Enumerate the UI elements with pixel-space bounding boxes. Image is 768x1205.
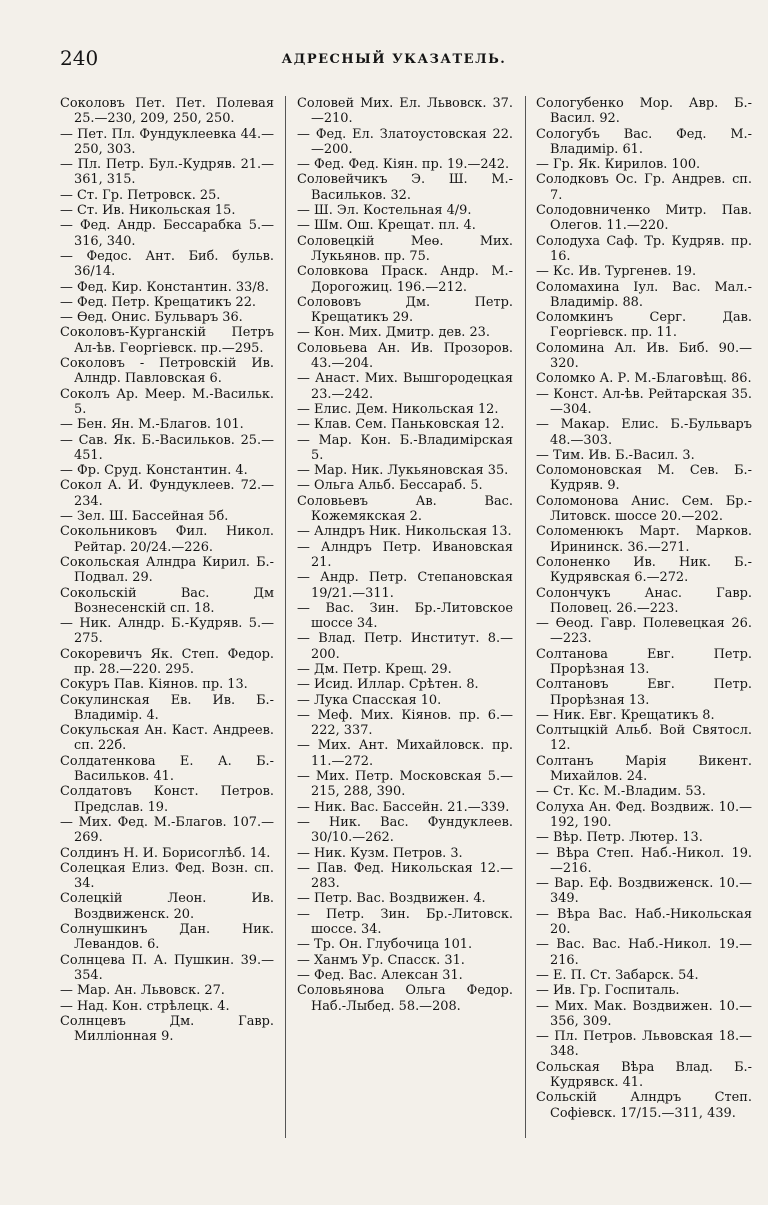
directory-entry: — Мар. Ан. Львовск. 27. (60, 983, 225, 999)
directory-entry: — Пл. Петр. Бул.-Кудряв. 21.—361, 315. (60, 157, 274, 188)
directory-entry: Солецкая Елиз. Фед. Возн. сп. 34. (60, 860, 274, 892)
directory-entry: — Анаст. Мих. Вышгородецкая 23.—242. (297, 371, 513, 402)
directory-entry: — Фед. Ел. Златоустовская 22.—200. (297, 126, 513, 157)
directory-entry: Солдинъ Н. И. Борисоглѣб. 14. (60, 845, 271, 861)
directory-entry: Соловьевъ Ав. Вас. Кожемякская 2. (297, 493, 513, 525)
directory-entry: Сокольская Алндра Кирил. Б.-Подвал. 29. (60, 554, 274, 586)
directory-entry: — Влад. Петр. Институт. 8.—200. (297, 631, 513, 662)
directory-entry: — Исид. Иллар. Срѣтен. 8. (297, 677, 479, 693)
directory-entry: Сольская Вѣра Влад. Б.-Кудрявск. 41. (536, 1059, 752, 1090)
directory-entry: — Лука Спасская 10. (297, 692, 442, 708)
directory-entry: — Вѣр. Петр. Лютер. 13. (536, 830, 703, 846)
directory-entry: — Ник. Вас. Фундуклеев. 30/10.—262. (297, 814, 513, 846)
column-2 (297, 96, 513, 1138)
directory-entry: Солнцева П. А. Пушкин. 39.—354. (60, 952, 274, 983)
directory-entry: — Бен. Ян. М.-Благов. 101. (60, 417, 244, 433)
directory-entry: Солодковъ Ос. Гр. Андрев. сп. 7. (536, 172, 752, 203)
directory-entry: Сокулинская Ев. Ив. Б.-Владимір. 4. (60, 692, 274, 723)
directory-entry: — Вас. Вас. Наб.-Никол. 19.—216. (536, 937, 752, 968)
directory-entry: — Гр. Як. Кирилов. 100. (536, 157, 701, 173)
directory-entry: Сокуръ Пав. Кіянов. пр. 13. (60, 677, 248, 693)
directory-entry: Солтанъ Марія Викент. Михайлов. 24. (536, 753, 752, 785)
directory-entry: Соловецкій Меө. Мих. Лукьянов. пр. 75. (297, 233, 513, 264)
directory-entry: — Ольга Альб. Бессараб. 5. (297, 478, 483, 494)
directory-entry: Сокол А. И. Фундуклеев. 72.—234. (60, 478, 274, 509)
page-number: 240 (60, 46, 99, 70)
directory-entry: — Мих. Фед. М.-Благов. 107.—269. (60, 814, 274, 846)
directory-entry: — Өед. Онис. Бульваръ 36. (60, 310, 243, 326)
directory-entry: — Зел. Ш. Бассейная 5б. (60, 509, 229, 525)
directory-entry: — Андр. Петр. Степановская 19/21.—311. (297, 570, 513, 601)
directory-entry: Соловейчикъ Э. Ш. М.-Васильков. 32. (297, 172, 513, 203)
directory-entry: Солтанова Евг. Петр. Прорѣзная 13. (536, 646, 752, 677)
directory-entry: — Мих. Мак. Воздвижен. 10.—356, 309. (536, 998, 752, 1029)
directory-entry: Соломонова Анис. Сем. Бр.-Литовск. шоссе 20.—202. (536, 493, 752, 525)
directory-entry: — Петр. Вас. Воздвижен. 4. (297, 891, 486, 907)
directory-entry: — Мих. Ант. Михайловск. пр. 11.—272. (297, 738, 513, 769)
directory-entry: Солнцевъ Дм. Гавр. Милліонная 9. (60, 1013, 274, 1045)
directory-entry: Солтыцкій Альб. Вой Святосл. 12. (536, 723, 752, 754)
directory-entry: — Меф. Мих. Кіянов. пр. 6.—222, 337. (297, 707, 513, 739)
directory-entry: — Ст. Ив. Никольская 15. (60, 203, 236, 219)
directory-entry: — Фед. Фед. Кіян. пр. 19.—242. (297, 157, 510, 173)
directory-entry: — Вѣра Степ. Наб.-Никол. 19.—216. (536, 845, 752, 876)
directory-entry: Соломоновская М. Сев. Б.-Кудряв. 9. (536, 463, 752, 494)
directory-entry: — Вар. Еф. Воздвиженск. 10.—349. (536, 876, 752, 907)
directory-entry: Соловкова Праск. Андр. М.-Дорогожиц. 196.—212. (297, 264, 513, 295)
directory-entry: — Мар. Ник. Лукьяновская 35. (297, 463, 509, 479)
directory-entry: — Өеод. Гавр. Полевецкая 26.—223. (536, 616, 752, 647)
column-3 (536, 96, 752, 1138)
directory-entry: — Тим. Ив. Б.-Васил. 3. (536, 447, 695, 463)
directory-entry: Соломина Ал. Ив. Биб. 90.—320. (536, 340, 752, 372)
directory-entry: Солодуха Саф. Тр. Кудряв. пр. 16. (536, 233, 752, 264)
directory-entry: — Фед. Кир. Константин. 33/8. (60, 279, 269, 295)
directory-entry: Сокульская Ан. Каст. Андреев. сп. 22б. (60, 723, 274, 754)
directory-entry: — Мар. Кон. Б.-Владимірская 5. (297, 432, 513, 463)
directory-entry: — Фед. Петр. Крещатикъ 22. (60, 294, 257, 310)
running-title: АДРЕСНЫЙ УКАЗАТЕЛЬ. (281, 52, 507, 67)
directory-entry: Солнушкинъ Дан. Ник. Левандов. 6. (60, 922, 274, 953)
directory-entry: — Ст. Гр. Петровск. 25. (60, 187, 221, 203)
directory-entry: Соломкинъ Серг. Дав. Георгіевск. пр. 11. (536, 310, 752, 341)
directory-entry: — Тр. Он. Глубочица 101. (297, 937, 473, 953)
directory-entry: — Вас. Зин. Бр.-Литовское шоссе 34. (297, 600, 513, 632)
directory-entry: — Ник. Евг. Крещатикъ 8. (536, 707, 715, 723)
directory-entry: Соломахина Іул. Вас. Мал.-Владимір. 88. (536, 279, 752, 310)
directory-entry: — Шм. Ош. Крещат. пл. 4. (297, 218, 476, 234)
directory-entry: Соломенюкъ Март. Марков. Ирининск. 36.—271. (536, 524, 752, 555)
directory-entry: Солоненко Ив. Ник. Б.-Кудрявская 6.—272. (536, 554, 752, 586)
directory-entry: — Макар. Елис. Б.-Бульваръ 48.—303. (536, 417, 752, 448)
directory-entry: — Ник. Алндр. Б.-Кудряв. 5.—275. (60, 616, 274, 647)
directory-entry: — Дм. Петр. Крещ. 29. (297, 661, 452, 677)
directory-entry: Сольскій Алндръ Степ. Софіевск. 17/15.—311, 439. (536, 1090, 752, 1121)
directory-entry: — Е. П. Ст. Забарск. 54. (536, 967, 699, 983)
directory-entry: Соловей Мих. Ел. Львовск. 37.—210. (297, 96, 513, 127)
directory-entry: — Вѣра Вас. Наб.-Никольская 20. (536, 906, 752, 938)
directory-entry: Соколовъ - Петровскій Ив. Алндр. Павловская 6. (60, 356, 274, 387)
directory-entry: — Федос. Ант. Биб. бульв. 36/14. (60, 248, 274, 280)
directory-entry: Солдатовъ Конст. Петров. Предслав. 19. (60, 784, 274, 815)
column-divider (525, 96, 526, 1138)
directory-entry: — Пет. Пл. Фундуклеевка 44.—250, 303. (60, 126, 274, 157)
column-1 (60, 96, 274, 1138)
directory-entry: Соломко А. Р. М.-Благовѣщ. 86. (536, 371, 752, 387)
directory-entry: — Ханмъ Ур. Спасск. 31. (297, 952, 465, 968)
directory-entry: Солодовниченко Митр. Пав. Олегов. 11.—220. (536, 203, 752, 234)
directory-entry: — Ст. Кс. М.-Владим. 53. (536, 784, 706, 800)
directory-entry: — Алндръ Ник. Никольская 13. (297, 524, 512, 540)
directory-entry: — Ник. Кузм. Петров. 3. (297, 845, 463, 861)
directory-entry: — Алндръ Петр. Ивановская 21. (297, 539, 513, 570)
directory-entry: — Мих. Петр. Московская 5.—215, 288, 390. (297, 769, 513, 800)
directory-entry: Соколовъ-Курганскій Петръ Ал-ѣв. Георгіевск. пр.—295. (60, 325, 274, 356)
directory-entry: Соловьянова Ольга Федор. Наб.-Лыбед. 58.—208. (297, 983, 513, 1014)
directory-entry: — Фед. Андр. Бессарабка 5.—316, 340. (60, 218, 274, 249)
directory-entry: — Конст. Ал-ѣв. Рейтарская 35.—304. (536, 386, 752, 417)
directory-entry: — Кс. Ив. Тургенев. 19. (536, 264, 697, 280)
directory-entry: — Ник. Вас. Бассейн. 21.—339. (297, 799, 510, 815)
directory-entry: Сокольскій Вас. Дм Вознесенскій сп. 18. (60, 585, 274, 616)
directory-entry: — Фр. Сруд. Константин. 4. (60, 463, 248, 479)
directory-entry: Соловьева Ан. Ив. Прозоров. 43.—204. (297, 340, 513, 372)
directory-entry: Солдатенкова Е. А. Б.-Васильков. 41. (60, 753, 274, 785)
directory-entry: — Петр. Зин. Бр.-Литовск. шоссе. 34. (297, 906, 513, 938)
directory-entry: — Фед. Вас. Алексан 31. (297, 967, 463, 983)
address-columns (60, 96, 752, 1138)
directory-entry: — Елис. Дем. Никольская 12. (297, 401, 499, 417)
page-header (60, 46, 728, 70)
directory-entry: Сокольниковъ Фил. Никол. Рейтар. 20/24.—226. (60, 524, 274, 555)
directory-entry: Солововъ Дм. Петр. Крещатикъ 29. (297, 294, 513, 326)
directory-entry: — Сав. Як. Б.-Васильков. 25.—451. (60, 432, 274, 463)
directory-entry: — Пл. Петров. Львовская 18.—348. (536, 1029, 752, 1060)
directory-entry: Соколовъ Пет. Пет. Полевая 25.—230, 209, 250, 250. (60, 96, 274, 127)
directory-entry: Сологубъ Вас. Фед. М.-Владимір. 61. (536, 126, 752, 157)
directory-entry: Солончукъ Анас. Гавр. Половец. 26.—223. (536, 585, 752, 616)
directory-entry: Солтановъ Евг. Петр. Прорѣзная 13. (536, 677, 752, 708)
directory-entry: — Пав. Фед. Никольская 12.—283. (297, 860, 513, 892)
directory-entry: Солуха Ан. Фед. Воздвиж. 10.—192, 190. (536, 799, 752, 830)
directory-entry: — Клав. Сем. Паньковская 12. (297, 417, 505, 433)
directory-entry: — Кон. Мих. Дмитр. дев. 23. (297, 325, 490, 341)
directory-entry: Соколъ Ар. Меер. М.-Васильк. 5. (60, 386, 274, 417)
column-divider (285, 96, 286, 1138)
directory-entry: Сокоревичъ Як. Степ. Федор. пр. 28.—220. 295. (60, 646, 274, 677)
directory-entry: — Ш. Эл. Костельная 4/9. (297, 203, 472, 219)
directory-entry: — Над. Кон. стрѣлецк. 4. (60, 998, 230, 1014)
directory-entry: Солецкій Леон. Ив. Воздвиженск. 20. (60, 891, 274, 922)
directory-entry: Сологубенко Мор. Авр. Б.-Васил. 92. (536, 96, 752, 127)
directory-entry: — Ив. Гр. Госпиталь. (536, 983, 680, 999)
